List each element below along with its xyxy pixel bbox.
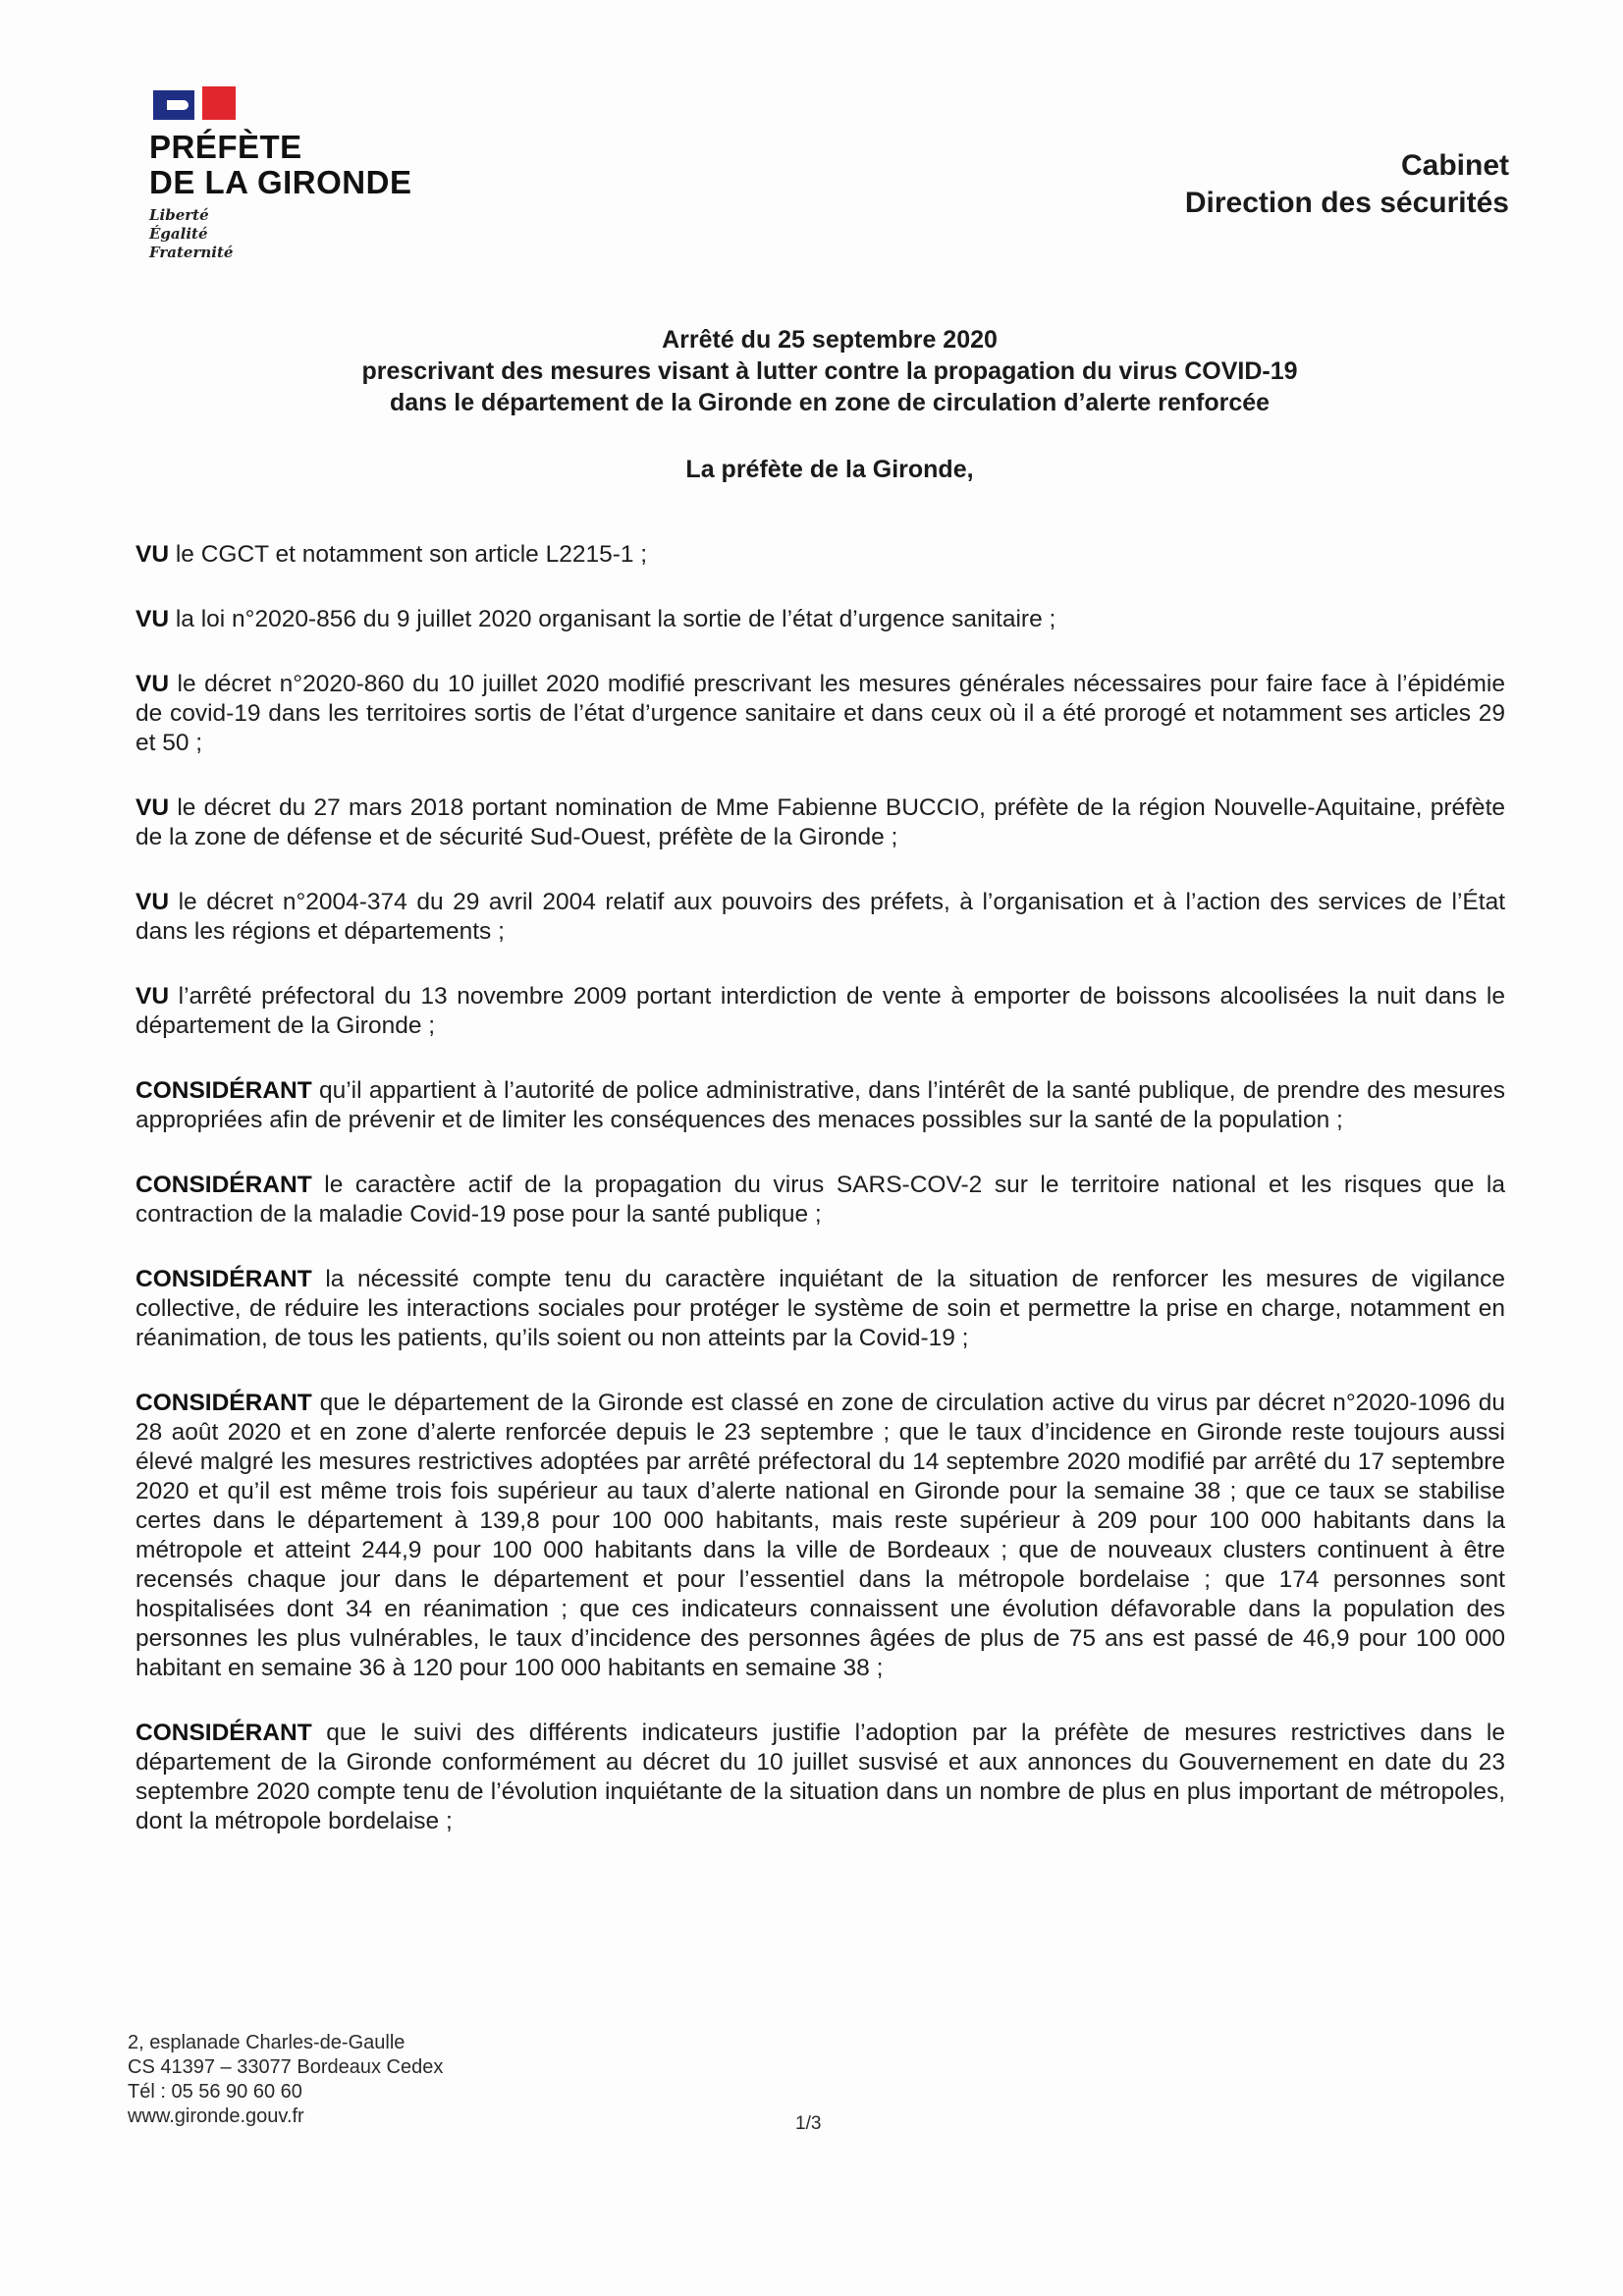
paragraph-text: qu’il appartient à l’autorité de police administrative, dans l’intérêt de la santé publique, de prendre des mesures appropriées afin de prévenir et de limiter les conséquences des menaces possibles sur la santé de la population ; bbox=[135, 1077, 1505, 1133]
department-header bbox=[1185, 147, 1509, 222]
paragraph-keyword: VU bbox=[135, 606, 170, 632]
decree-title-line2: prescrivant des mesures visant à lutter contre la propagation du virus COVID-19 bbox=[361, 357, 1298, 385]
paragraph-considerant-suivi bbox=[135, 1719, 1505, 1836]
flag-blue-part bbox=[153, 90, 194, 120]
paragraph-keyword: CONSIDÉRANT bbox=[135, 1077, 312, 1104]
page-number: 1/3 bbox=[795, 2113, 822, 2134]
prefecture-address bbox=[128, 2031, 443, 2129]
paragraph-keyword: VU bbox=[135, 794, 170, 821]
republic-motto bbox=[149, 206, 483, 262]
paragraph-considerant-vigilance bbox=[135, 1265, 1505, 1353]
paragraph-considerant-propagation bbox=[135, 1171, 1505, 1230]
paragraph-keyword: VU bbox=[135, 541, 170, 568]
flag-red-part bbox=[202, 86, 236, 120]
organization-name-line1: PRÉFÈTE bbox=[149, 129, 302, 165]
department-directorate: Direction des sécurités bbox=[1184, 187, 1509, 219]
paragraph-vu-decret-2020-860 bbox=[135, 670, 1505, 758]
address-phone: Tél : 05 56 90 60 60 bbox=[128, 2081, 302, 2103]
paragraph-text: la loi n°2020-856 du 9 juillet 2020 organisant la sortie de l’état d’urgence sanitaire ; bbox=[169, 606, 1056, 632]
organization-name bbox=[149, 130, 483, 200]
paragraph-keyword: CONSIDÉRANT bbox=[135, 1172, 312, 1198]
paragraph-text: que le suivi des différents indicateurs justifie l’adoption par la préfète de mesures restrictives dans le département de la Gironde conformément au décret du 10 juillet susvisé et aux annonces du Gouvernement en date du 23 septembre 2020 compte tenu de l’évolution inquiétante de la situation dans un nombre de plus en plus important de métropoles, dont la métropole bordelaise ; bbox=[135, 1720, 1505, 1834]
paragraph-text: la nécessité compte tenu du caractère inquiétant de la situation de renforcer les mesures de vigilance collective, de réduire les interactions sociales pour protéger le système de soin et permettre la prise en charge, notamment en réanimation, de tous les patients, qu’ils soient ou non atteints par la Covid-19 ; bbox=[135, 1266, 1505, 1351]
decree-title bbox=[196, 324, 1463, 418]
decree-title-line3: dans le département de la Gironde en zone de circulation d’alerte renforcée bbox=[389, 389, 1271, 416]
paragraph-text: l’arrêté préfectoral du 13 novembre 2009 portant interdiction de vente à emporter de boissons alcoolisées la nuit dans le département de la Gironde ; bbox=[135, 983, 1505, 1039]
paragraph-keyword: VU bbox=[135, 983, 170, 1010]
paragraph-vu-decret-2004-374 bbox=[135, 888, 1505, 947]
decree-body bbox=[135, 540, 1505, 1872]
address-street: 2, esplanade Charles-de-Gaulle bbox=[128, 2032, 406, 2053]
organization-name-line2: DE LA GIRONDE bbox=[149, 164, 412, 200]
motto-liberte: Liberté bbox=[149, 206, 209, 224]
paragraph-keyword: VU bbox=[135, 889, 170, 915]
marianne-flag-icon bbox=[153, 86, 483, 120]
paragraph-text: le caractère actif de la propagation du virus SARS-COV-2 sur le territoire national et les risques que la contraction de la maladie Covid-19 pose pour la santé publique ; bbox=[135, 1172, 1505, 1228]
paragraph-considerant-police bbox=[135, 1076, 1505, 1135]
decree-title-line1: Arrêté du 25 septembre 2020 bbox=[662, 326, 998, 354]
motto-egalite: Égalité bbox=[149, 225, 208, 243]
paragraph-text: que le département de la Gironde est classé en zone de circulation active du virus par décret n°2020-1096 du 28 août 2020 et en zone d’alerte renforcée depuis le 23 septembre ; que le taux d’incidence en Gironde reste toujours aussi élevé malgré les mesures restrictives adoptées par arrêté préfectoral du 14 septembre 2020 modifié par arrêté du 17 septembre 2020 et qu’il est même trois fois supérieur au taux d’alerte national en Gironde pour la semaine 38 ; que ce taux se stabilise certes dans le département à 139,8 pour 100 000 habitants, mais reste supérieur à 209 pour 100 000 habitants dans la métropole et atteint 244,9 pour 100 000 habitants dans la ville de Bordeaux ; que de nouveaux clusters continuent à être recensés chaque jour dans le département et pour l’essentiel dans la métropole bordelaise ; que 174 personnes sont hospitalisées dont 34 en réanimation ; que ces indicateurs connaissent une évolution défavorable dans la population des personnes les plus vulnérables, le taux d’incidence des personnes âgées de plus de 75 ans est passé de 46,9 pour 100 000 habitant en semaine 36 à 120 pour 100 000 habitants en semaine 38 ; bbox=[135, 1390, 1505, 1681]
paragraph-text: le CGCT et notamment son article L2215-1 ; bbox=[169, 541, 648, 568]
address-postal: CS 41397 – 33077 Bordeaux Cedex bbox=[128, 2056, 444, 2078]
paragraph-keyword: CONSIDÉRANT bbox=[135, 1266, 312, 1292]
paragraph-text: le décret n°2020-860 du 10 juillet 2020 modifié prescrivant les mesures générales nécessaires pour faire face à l’épidémie de covid-19 dans les territoires sortis de l’état d’urgence sanitaire et dans ceux où il a été prorogé et notamment ses articles 29 et 50 ; bbox=[135, 671, 1505, 756]
paragraph-vu-decret-nomination bbox=[135, 793, 1505, 852]
address-website: www.gironde.gouv.fr bbox=[128, 2105, 304, 2127]
prefecture-logo-block bbox=[149, 86, 483, 262]
paragraph-vu-loi bbox=[135, 605, 1505, 634]
paragraph-considerant-indicateurs bbox=[135, 1389, 1505, 1683]
paragraph-vu-arrete-2009 bbox=[135, 982, 1505, 1041]
paragraph-keyword: CONSIDÉRANT bbox=[135, 1390, 312, 1416]
paragraph-vu-cgct bbox=[135, 540, 1505, 570]
paragraph-text: le décret du 27 mars 2018 portant nomination de Mme Fabienne BUCCIO, préfète de la région Nouvelle-Aquitaine, préfète de la zone de défense et de sécurité Sud-Ouest, préfète de la Gironde ; bbox=[135, 794, 1505, 850]
paragraph-keyword: VU bbox=[135, 671, 170, 697]
motto-fraternite: Fraternité bbox=[149, 244, 234, 261]
decree-issuer: La préfète de la Gironde, bbox=[685, 456, 974, 483]
department-cabinet: Cabinet bbox=[1400, 149, 1509, 182]
paragraph-keyword: CONSIDÉRANT bbox=[135, 1720, 312, 1746]
paragraph-text: le décret n°2004-374 du 29 avril 2004 relatif aux pouvoirs des préfets, à l’organisation et à l’action des services de l’État dans les régions et départements ; bbox=[135, 889, 1505, 945]
